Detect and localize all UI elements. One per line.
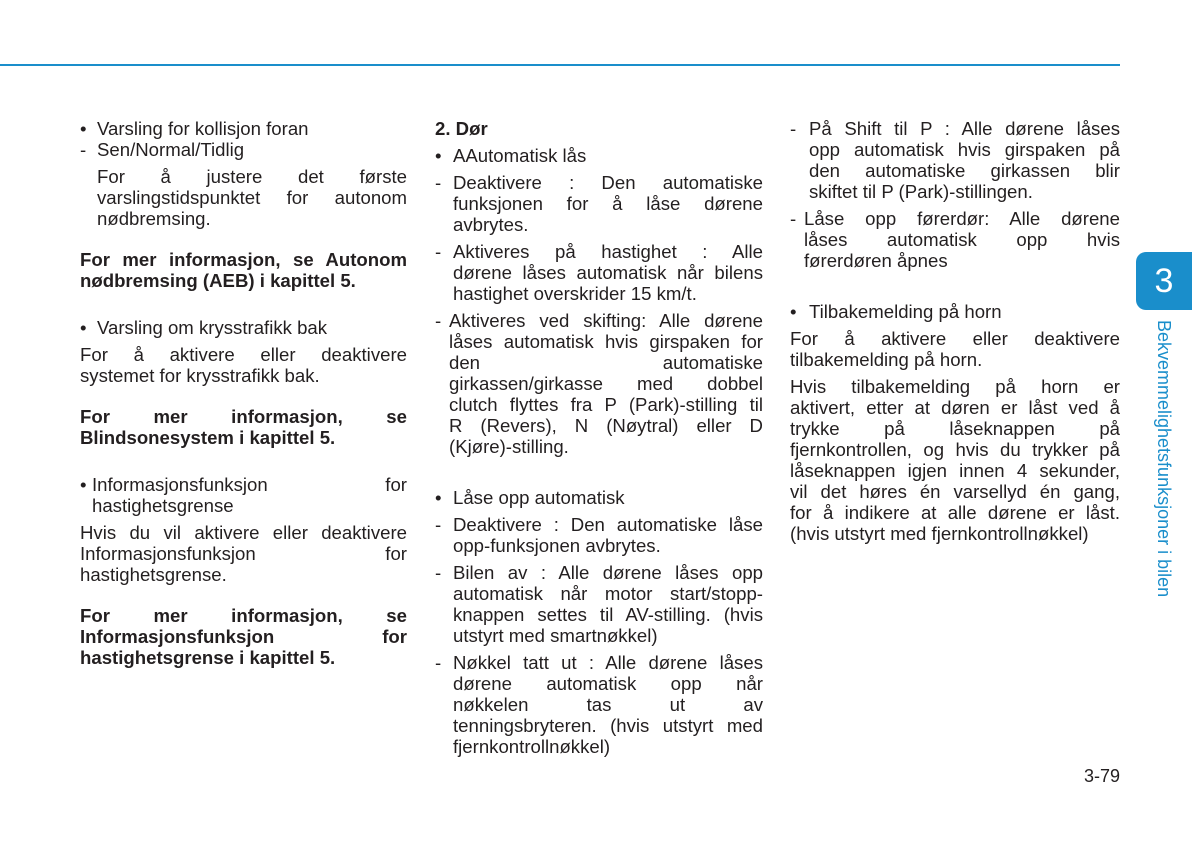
text-line: låseknappen igjen innen 4 sekunder, (790, 460, 1120, 481)
text-line: Hvis du vil aktivere eller deaktivere (80, 522, 407, 543)
text-line: den automatiske girkassen blir (809, 160, 1120, 181)
text-line: låses automatisk opp hvis (804, 229, 1120, 250)
text-line: dørene automatisk opp når (453, 673, 763, 694)
dash-item (435, 652, 763, 757)
text-line: For å aktivere eller deaktivere (790, 328, 1120, 349)
text-line: Aktiveres ved skifting: Alle dørene (449, 310, 763, 331)
text-line: For å justere det første (97, 166, 407, 187)
text-line: Bilen av : Alle dørene låses opp (453, 562, 763, 583)
bullet-marker: • (435, 487, 442, 508)
bullet-text: Låse opp automatisk (453, 487, 625, 508)
bullet-item (80, 317, 407, 338)
dash-item (435, 241, 763, 304)
bullet-item (790, 301, 1120, 322)
text-line: skiftet til P (Park)-stillingen. (809, 181, 1033, 202)
dash-text (453, 562, 763, 646)
text-line: nødbremsing (AEB) i kapittel 5. (80, 270, 356, 291)
dash-marker: - (80, 139, 87, 160)
text-line: Blindsonesystem i kapittel 5. (80, 427, 336, 448)
dash-item (790, 118, 1120, 202)
dash-marker: - (435, 241, 442, 262)
text-line: (Kjøre)-stilling. (449, 436, 569, 457)
text-line: Informasjonsfunksjon for (92, 474, 407, 495)
text-line: For mer informasjon, se Autonom (80, 249, 407, 270)
dash-text (453, 514, 763, 556)
chapter-number-tab: 3 (1136, 252, 1192, 310)
bullet-marker: • (790, 301, 797, 322)
dash-item (790, 208, 1120, 271)
text-line: nødbremsing. (97, 208, 211, 229)
bullet-text: AAutomatisk lås (453, 145, 587, 166)
bullet-item (80, 118, 407, 139)
text-line: (hvis utstyrt med fjernkontrollnøkkel) (790, 523, 1089, 544)
text-line: utstyrt med smartnøkkel) (453, 625, 658, 646)
dash-marker: - (435, 562, 442, 583)
bullet-marker: • (80, 317, 87, 338)
text-line: dørene låses automatisk når bilens (453, 262, 763, 283)
paragraph (790, 376, 1120, 544)
note-reference (80, 249, 407, 291)
bullet-text: Tilbakemelding på horn (809, 301, 1002, 322)
bullet-text: Varsling for kollisjon foran (97, 118, 309, 139)
bullet-item (80, 474, 407, 516)
text-line: clutch flyttes fra P (Park)-stilling til (449, 394, 763, 415)
text-line: hastighetsgrense. (80, 564, 227, 585)
dash-item (435, 514, 763, 556)
text-line: knappen settes til AV-stilling. (hvis (453, 604, 763, 625)
bullet-marker: • (435, 145, 442, 166)
dash-text (809, 118, 1120, 202)
text-line: vil det høres én varsellyd én gang, (790, 481, 1120, 502)
bullet-item (435, 145, 763, 166)
dash-marker: - (435, 172, 442, 193)
bullet-marker: • (80, 474, 87, 495)
text-line: hastighetsgrense (92, 495, 234, 516)
text-line: funksjonen for å låse dørene (453, 193, 763, 214)
dash-text (453, 172, 763, 235)
text-line: varslingstidspunktet for autonom (97, 187, 407, 208)
paragraph (790, 328, 1120, 370)
text-line: Aktiveres på hastighet : Alle (453, 241, 763, 262)
bullet-item (435, 487, 763, 508)
dash-item (435, 172, 763, 235)
text-line: hastighetsgrense i kapittel 5. (80, 647, 336, 668)
column-3 (790, 118, 1120, 544)
text-line: opp-funksjonen avbrytes. (453, 535, 661, 556)
text-line: R (Revers), N (Nøytral) eller D (449, 415, 763, 436)
dash-item (80, 139, 407, 160)
text-line: For mer informasjon, se (80, 406, 407, 427)
text-line: opp automatisk hvis girspaken på (809, 139, 1120, 160)
dash-item (435, 310, 763, 457)
text-line: Deaktivere : Den automatiske låse (453, 514, 763, 535)
text-line: trykke på låseknappen på (790, 418, 1120, 439)
text-line: aktivert, etter at døren er låst ved å (790, 397, 1120, 418)
text-line: På Shift til P : Alle dørene låses (809, 118, 1120, 139)
section-heading: 2. Dør (435, 118, 488, 139)
text-line: Informasjonsfunksjon for (80, 626, 407, 647)
text-line: Hvis tilbakemelding på horn er (790, 376, 1120, 397)
bullet-text (92, 474, 407, 516)
text-line: Informasjonsfunksjon for (80, 543, 407, 564)
text-line: Låse opp førerdør: Alle dørene (804, 208, 1120, 229)
header-rule (0, 64, 1120, 66)
text-line: førerdøren åpnes (804, 250, 948, 271)
text-line: hastighet overskrider 15 km/t. (453, 283, 697, 304)
chapter-title: Bekvemmelighetsfunksjoner i bilen (1154, 320, 1174, 598)
bullet-marker: • (80, 118, 87, 139)
dash-marker: - (435, 310, 442, 331)
text-line: For å aktivere eller deaktivere (80, 344, 407, 365)
text-line: tenningsbryteren. (hvis utstyrt med (453, 715, 763, 736)
note-reference (80, 605, 407, 668)
dash-text (453, 241, 763, 304)
text-line: fjernkontrollen, og hvis du trykker på (790, 439, 1120, 460)
paragraph (80, 522, 407, 585)
dash-text (449, 310, 763, 457)
text-line: Nøkkel tatt ut : Alle dørene låses (453, 652, 763, 673)
paragraph (80, 166, 407, 229)
note-reference (80, 406, 407, 448)
text-line: den automatiske (449, 352, 763, 373)
column-1 (80, 118, 407, 668)
text-line: nøkkelen tas ut av (453, 694, 763, 715)
column-2 (435, 118, 763, 757)
dash-item (435, 562, 763, 646)
dash-marker: - (435, 514, 442, 535)
text-line: automatisk når motor start/stopp- (453, 583, 763, 604)
text-line: girkassen/girkasse med dobbel (449, 373, 763, 394)
text-line: Deaktivere : Den automatiske (453, 172, 763, 193)
dash-text (804, 208, 1120, 271)
dash-marker: - (790, 208, 797, 229)
bullet-text: Varsling om krysstrafikk bak (97, 317, 328, 338)
page-number: 3-79 (1083, 766, 1120, 786)
text-line: tilbakemelding på horn. (790, 349, 983, 370)
dash-marker: - (790, 118, 797, 139)
text-line: systemet for krysstrafikk bak. (80, 365, 320, 386)
dash-text (453, 652, 763, 757)
text-line: for å indikere at alle dørene er låst. (790, 502, 1120, 523)
text-line: låses automatisk hvis girspaken for (449, 331, 763, 352)
text-line: avbrytes. (453, 214, 529, 235)
text-line: fjernkontrollnøkkel) (453, 736, 611, 757)
paragraph (80, 344, 407, 386)
dash-marker: - (435, 652, 442, 673)
text-line: For mer informasjon, se (80, 605, 407, 626)
dash-text: Sen/Normal/Tidlig (97, 139, 245, 160)
